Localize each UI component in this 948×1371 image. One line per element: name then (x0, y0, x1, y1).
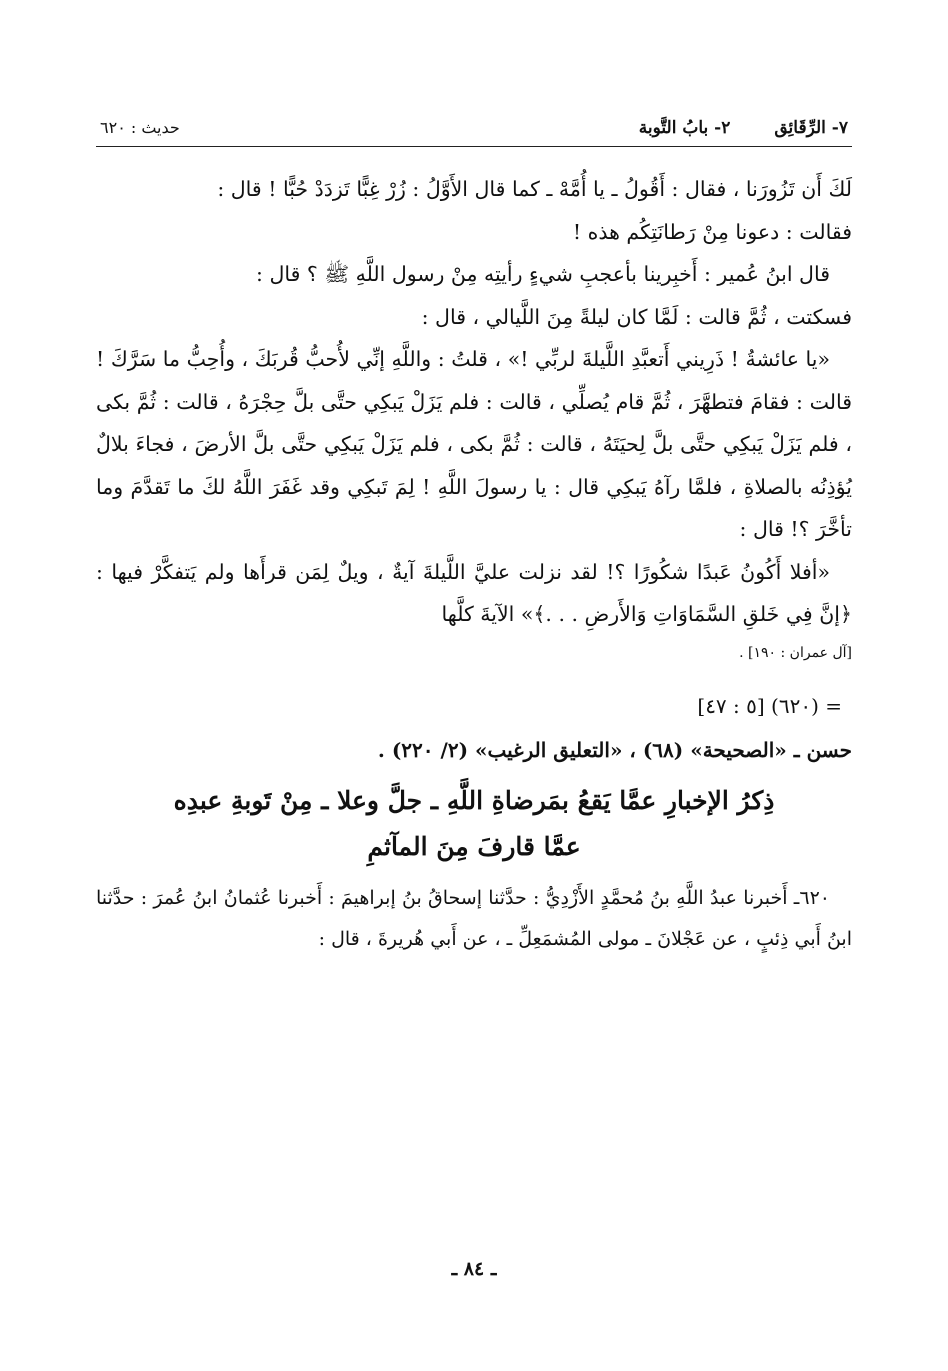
section-heading: ذِكرُ الإخبارِ عمَّا يَقعُ بمَرضاةِ اللَّهِ ـ جلَّ وعلا ـ مِنْ تَوبةِ عبدِه (173, 785, 775, 815)
cross-reference: = (٦٢٠) [٥ : ٤٧] (697, 693, 842, 718)
text-paragraph: «أفلا أَكُونُ عَبدًا شكُورًا ؟! لقد نزلت عليَّ اللَّيلةَ آيةٌ ، ويلٌ لِمَن قرأَها ولم يَتفكَّرْ فيها : ﴿إنَّ فِي خَلقِ السَّمَاوَاتِ وَالأَرضِ . . .﴾» الآيةَ كلَّها (96, 559, 852, 626)
section-title: ٢- بابُ التَّوبة (638, 118, 731, 138)
hadith-grade: حسن ـ «الصحيحة» (٦٨) ، «التعليق الرغيب» (٢/ ٢٢٠) . (377, 737, 852, 762)
text-paragraph: «يا عائشةُ ! ذَرِيني أَتعبَّدِ اللَّيلةَ لربِّي !» ، قلتُ : واللَّهِ إنِّي لأُحبُّ قُربَكَ ، وأُحِبُّ ما سَرَّكَ ! قالت : فقامَ فتطهَّرَ ، ثُمَّ قام يُصلِّي ، قالت : فلم يَزَلْ يَبكِي حتَّى بلَّ حِجْرَهُ ، قالت : ثُمَّ بكى ، فلم يَزَلْ يَبكِي حتَّى بلَّ لِحيَتَهُ ، قالت : ثُمَّ بكى ، فلم يَزَلْ يَبكِي حتَّى بلَّ الأرضَ ، فجاءَ بلالٌ يُؤذِنُه بالصلاةِ ، فلمَّا رآهُ يَبكِي قال : يا رسولَ اللَّهِ ! لِمَ تَبكِي وقد غَفَرَ اللَّهُ لكَ ما تَقدَّمَ وما تأخَّرَ ؟! قال : (96, 347, 852, 541)
page-number: ـ ٨٤ ـ (451, 1258, 497, 1280)
running-header (96, 112, 852, 147)
section-heading-continued: عمَّا قارفَ مِنَ المآثمِ (367, 831, 581, 861)
header-titles (639, 118, 848, 138)
text-line: لَكَ أَن تَزُورَنا ، فقال : أَقُولُ ـ يا أُمَّهْ ـ كما قال الأَوَّلُ : زُرْ غِبًّا تَزدَدْ حُبًّا ! قال : (217, 177, 852, 201)
hadith-isnad: ٦٢٠ـ أَخبرنا عبدُ اللَّهِ بنُ مُحمَّدٍ الأَزْدِيُّ : حدَّثنا إسحاقُ بنُ إبراهيمَ : أَخبرنا عُثمانُ ابنُ عُمرَ : حدَّثنا ابنُ أَبي ذِئبٍ ، عن عَجْلانَ ـ مولى المُشمَعِلِّ ـ ، عن أَبي هُريرةَ ، قال : (96, 886, 852, 950)
chapter-title: ٧- الرِّقَائِق (774, 118, 848, 138)
text-paragraph: قال ابنُ عُمير : أَخبِرينا بأعجبِ شيءٍ رأيتِه مِنْ رسول اللَّهِ ﷺ ؟ قال : (256, 262, 830, 286)
verse-reference-note: [آل عمران : ١٩٠] . (739, 644, 852, 661)
text-line: فسكتت ، ثُمَّ قالت : لَمَّا كان ليلةً مِنَ اللَّيالي ، قال : (421, 304, 852, 329)
page-body (96, 168, 852, 960)
text-line: فقالت : دعونا مِنْ رَطانَتِكُم هذه ! (572, 219, 852, 244)
hadith-reference: حديث : ٦٢٠ (100, 118, 180, 137)
